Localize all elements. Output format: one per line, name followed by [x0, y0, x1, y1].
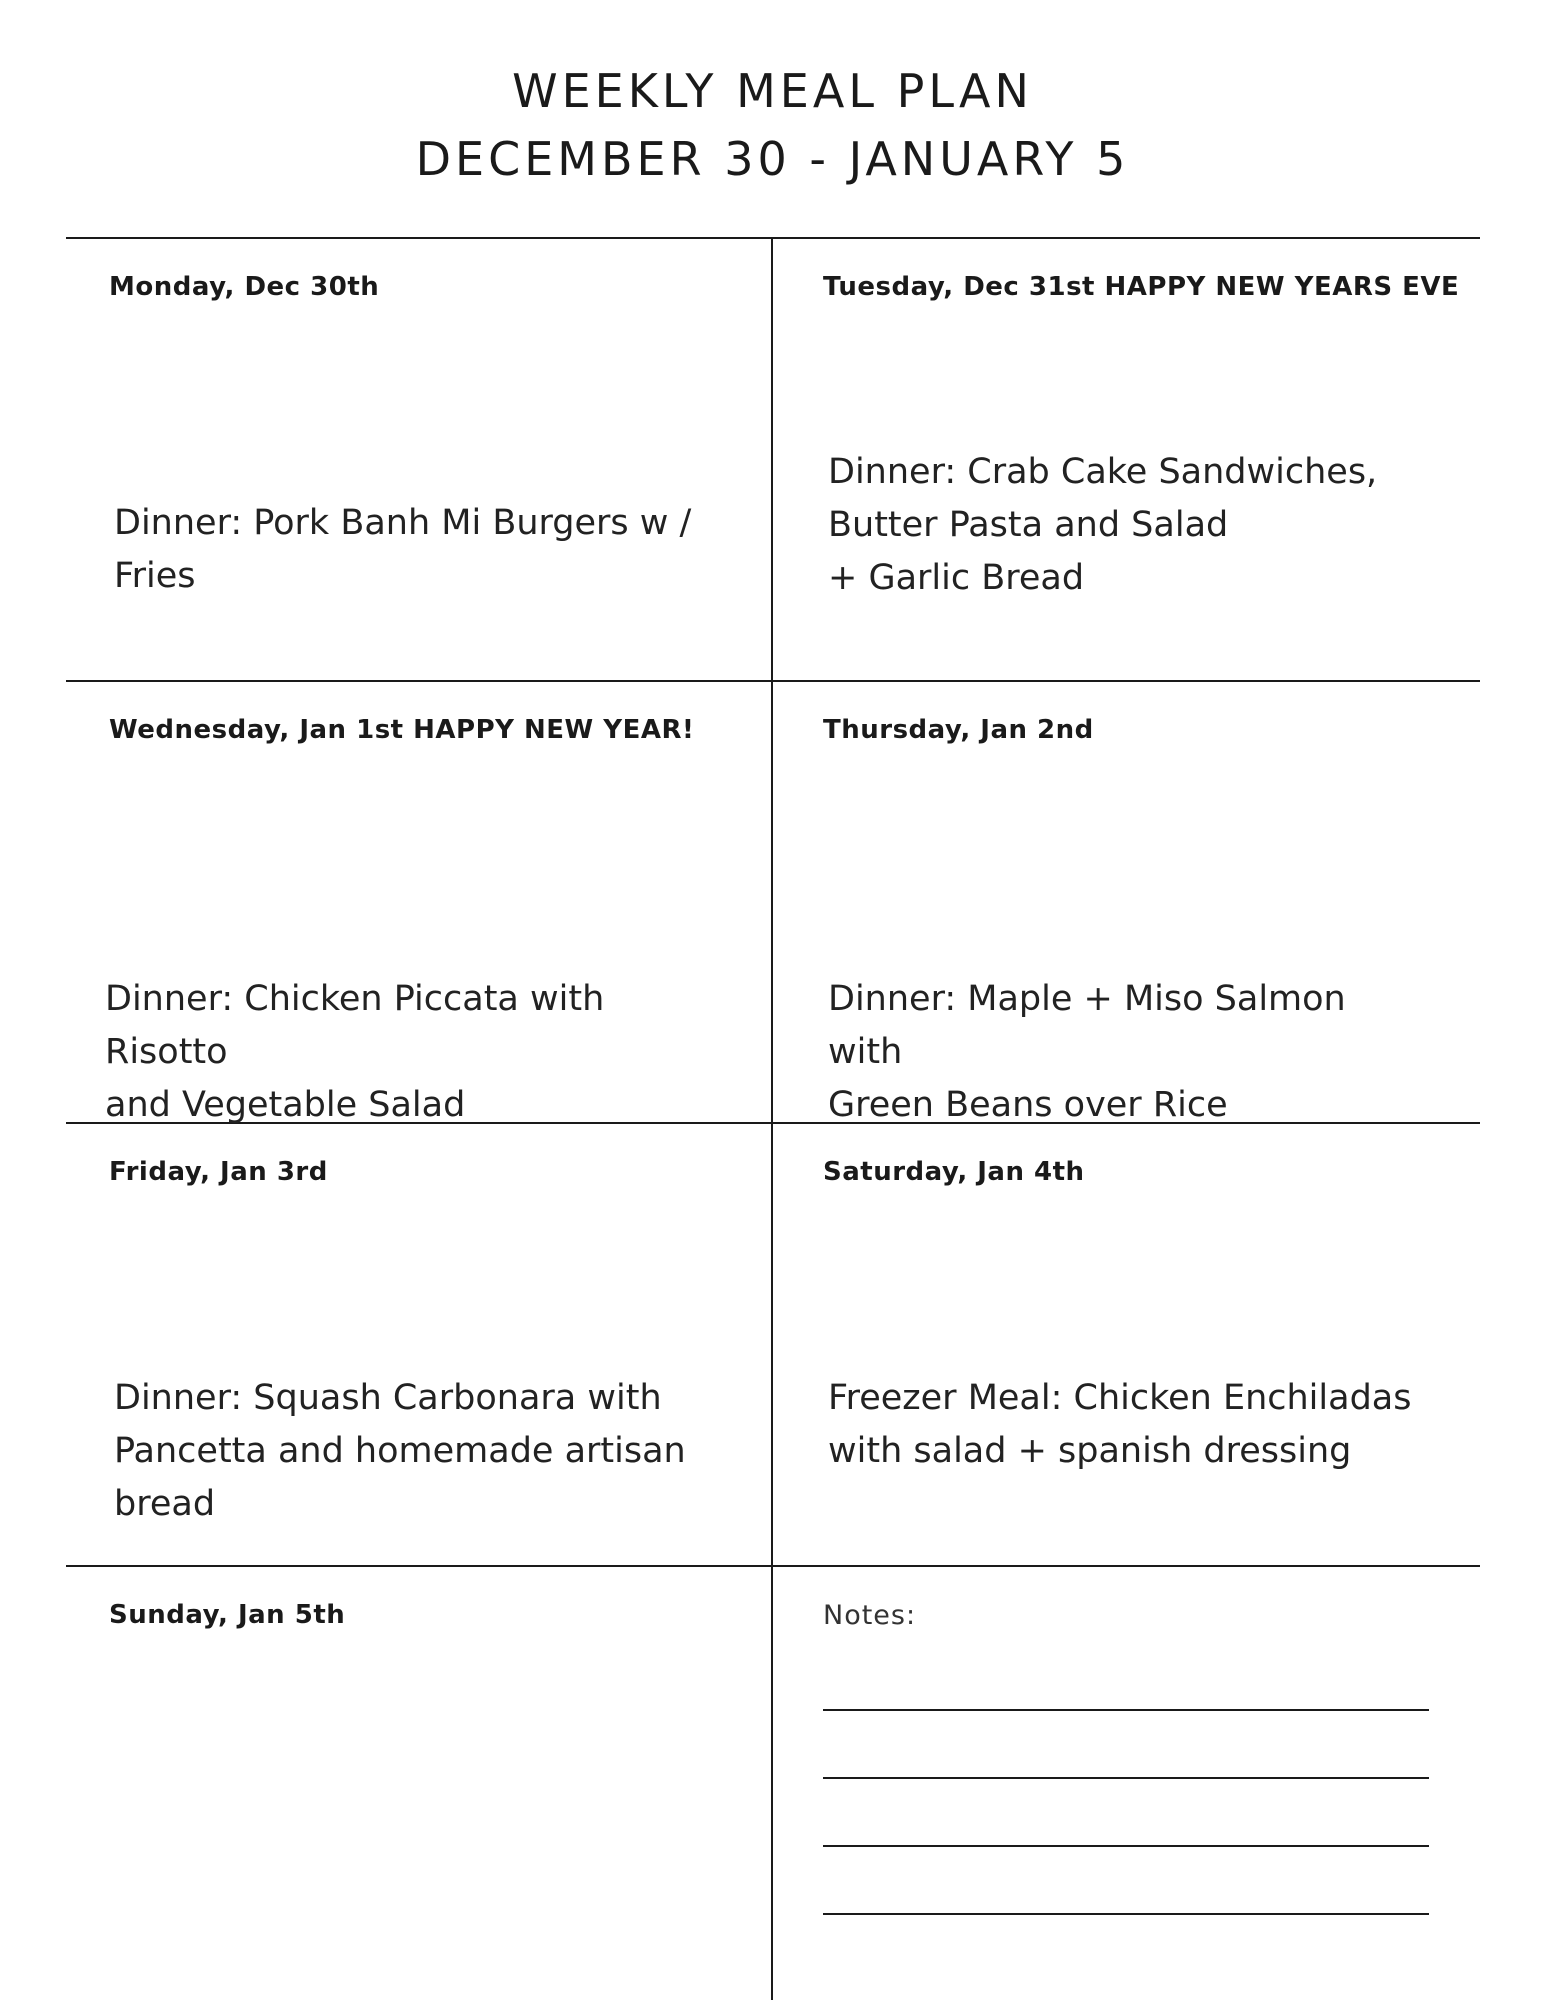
date-range-subtitle: DECEMBER 30 - JANUARY 5 — [415, 132, 1130, 186]
meal-text: Dinner: Chicken Piccata with Risotto and Vegetable Salad — [105, 979, 605, 1125]
page-title: WEEKLY MEAL PLAN — [512, 64, 1033, 118]
meal-text: Dinner: Squash Carbonara with Pancetta and homemade artisan bread — [114, 1378, 686, 1524]
meal-text: Dinner: Crab Cake Sandwiches, Butter Pasta and Salad + Garlic Bread — [828, 452, 1378, 598]
grid-divider-center — [771, 238, 773, 2000]
notes-writing-line — [823, 1777, 1429, 1779]
day-label: Sunday, Jan 5th — [109, 1600, 346, 1630]
day-label: Saturday, Jan 4th — [823, 1157, 1085, 1187]
day-label: Friday, Jan 3rd — [109, 1157, 328, 1187]
notes-writing-line — [823, 1709, 1429, 1711]
grid-divider-top — [66, 237, 1480, 239]
meal-text: Freezer Meal: Chicken Enchiladas with salad + spanish dressing — [828, 1378, 1412, 1471]
meal-text: Dinner: Maple + Miso Salmon with Green Beans over Rice — [828, 979, 1346, 1125]
day-label: Tuesday, Dec 31st HAPPY NEW YEARS EVE — [823, 272, 1460, 302]
grid-divider-row-3 — [66, 1565, 1480, 1567]
notes-writing-line — [823, 1913, 1429, 1915]
day-label: Thursday, Jan 2nd — [823, 715, 1094, 745]
day-label: Monday, Dec 30th — [109, 272, 380, 302]
grid-divider-row-1 — [66, 680, 1480, 682]
notes-writing-line — [823, 1845, 1429, 1847]
meal-text: Dinner: Pork Banh Mi Burgers w / Fries — [114, 503, 692, 596]
notes-label: Notes: — [823, 1600, 917, 1631]
day-label: Wednesday, Jan 1st HAPPY NEW YEAR! — [109, 715, 695, 745]
